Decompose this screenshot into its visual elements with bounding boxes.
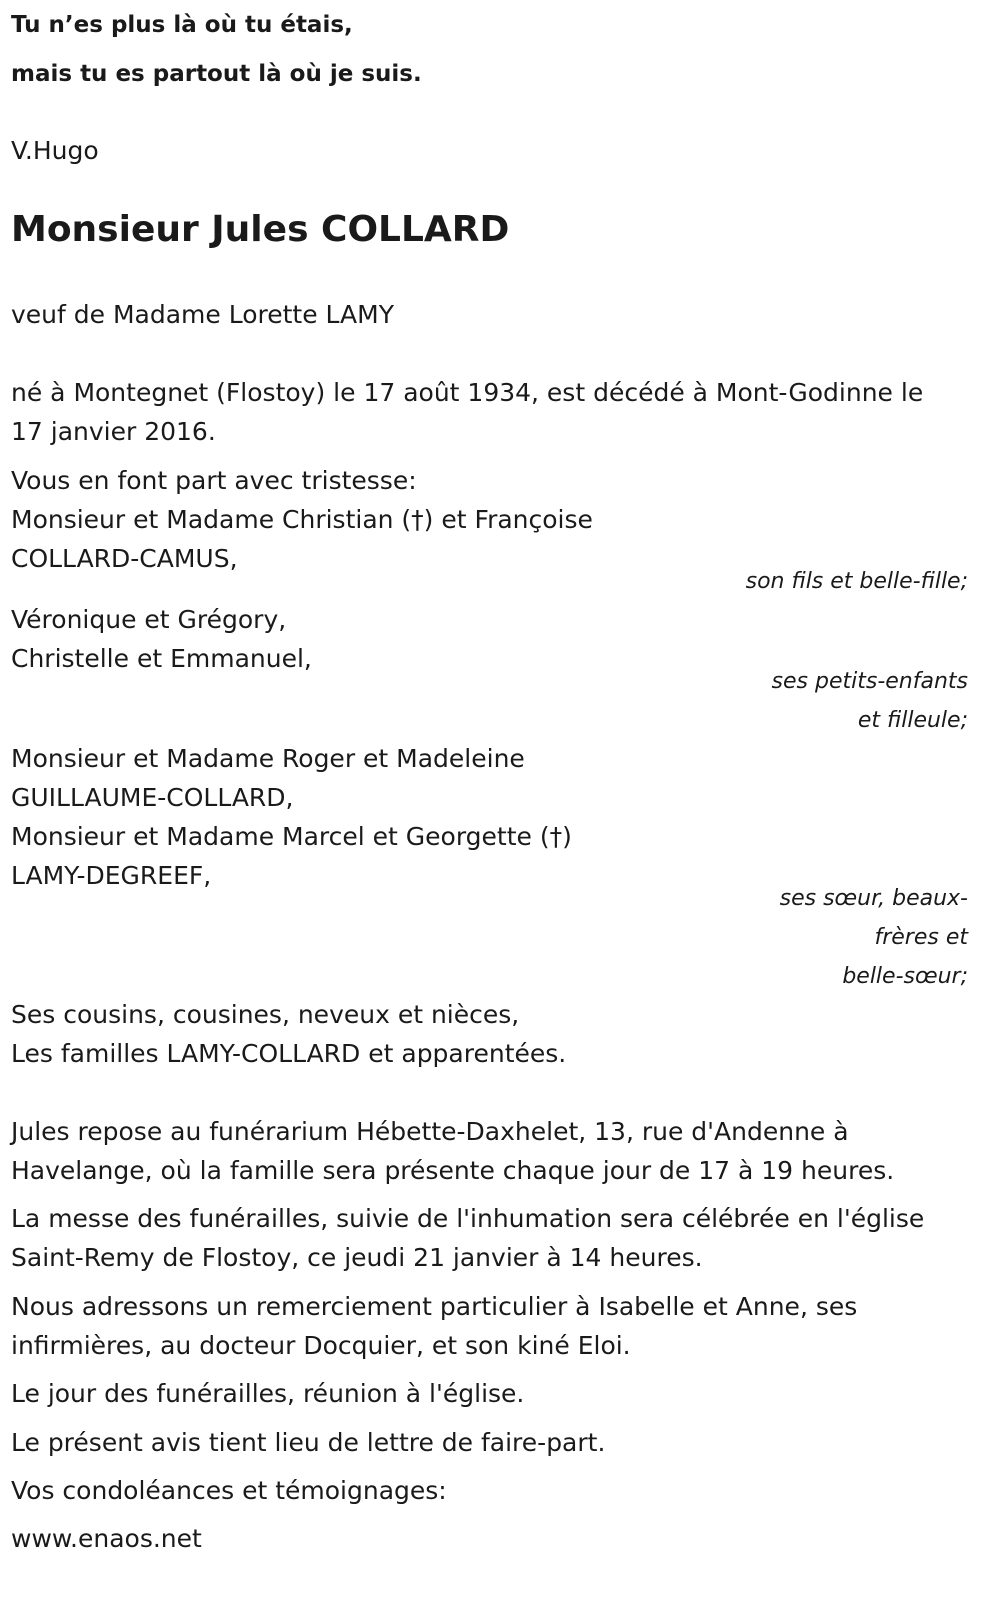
family-intro: Vous en font part avec tristesse: — [11, 466, 417, 495]
quote-line-2: mais tu es partout là où je suis. — [11, 61, 422, 87]
family-group2-line1: Véronique et Grégory, — [11, 605, 287, 634]
quote-line-1: Tu n’es plus là où tu étais, — [11, 12, 353, 38]
deceased-name: Monsieur Jules COLLARD — [11, 209, 510, 250]
thanks-line-2: infirmières, au docteur Docquier, et son kiné Eloi. — [11, 1331, 631, 1360]
quote-author: V.Hugo — [11, 136, 99, 165]
family-group3-line1: Monsieur et Madame Roger et Madeleine — [11, 744, 525, 773]
family-group3-relation-1: ses sœur, beaux- — [779, 886, 968, 911]
widower-line: veuf de Madame Lorette LAMY — [11, 300, 394, 329]
family-group2-relation-1: ses petits-enfants — [771, 669, 968, 694]
family-group1-line1: Monsieur et Madame Christian (†) et Françoise — [11, 505, 593, 534]
family-group3-line4: LAMY-DEGREEF, — [11, 861, 212, 890]
family-group2-line2: Christelle et Emmanuel, — [11, 644, 312, 673]
mass-line-2: Saint-Remy de Flostoy, ce jeudi 21 janvier à 14 heures. — [11, 1243, 703, 1272]
family-others-line1: Ses cousins, cousines, neveux et nièces, — [11, 1000, 520, 1029]
family-others-line2: Les familles LAMY-COLLARD et apparentées. — [11, 1039, 567, 1068]
family-group1-line2: COLLARD-CAMUS, — [11, 544, 238, 573]
family-group3-line3: Monsieur et Madame Marcel et Georgette (†) — [11, 822, 572, 851]
rest-line-2: Havelange, où la famille sera présente chaque jour de 17 à 19 heures. — [11, 1156, 895, 1185]
meeting-line: Le jour des funérailles, réunion à l'église. — [11, 1379, 525, 1408]
birth-death-line-2: 17 janvier 2016. — [11, 417, 216, 446]
family-group3-relation-3: belle-sœur; — [842, 964, 968, 989]
mass-line-1: La messe des funérailles, suivie de l'inhumation sera célébrée en l'église — [11, 1204, 925, 1233]
thanks-line-1: Nous adressons un remerciement particulier à Isabelle et Anne, ses — [11, 1292, 858, 1321]
birth-death-line-1: né à Montegnet (Flostoy) le 17 août 1934, est décédé à Mont-Godinne le — [11, 378, 924, 407]
family-group2-relation-2: et filleule; — [857, 708, 968, 733]
notice-line: Le présent avis tient lieu de lettre de faire-part. — [11, 1428, 606, 1457]
condolences-line: Vos condoléances et témoignages: — [11, 1476, 447, 1505]
family-group3-relation-2: frères et — [874, 925, 968, 950]
rest-line-1: Jules repose au funérarium Hébette-Daxhelet, 13, rue d'Andenne à — [11, 1117, 849, 1146]
family-group1-relation: son fils et belle-fille; — [745, 569, 968, 594]
website-link[interactable]: www.enaos.net — [11, 1524, 202, 1553]
family-group3-line2: GUILLAUME-COLLARD, — [11, 783, 294, 812]
